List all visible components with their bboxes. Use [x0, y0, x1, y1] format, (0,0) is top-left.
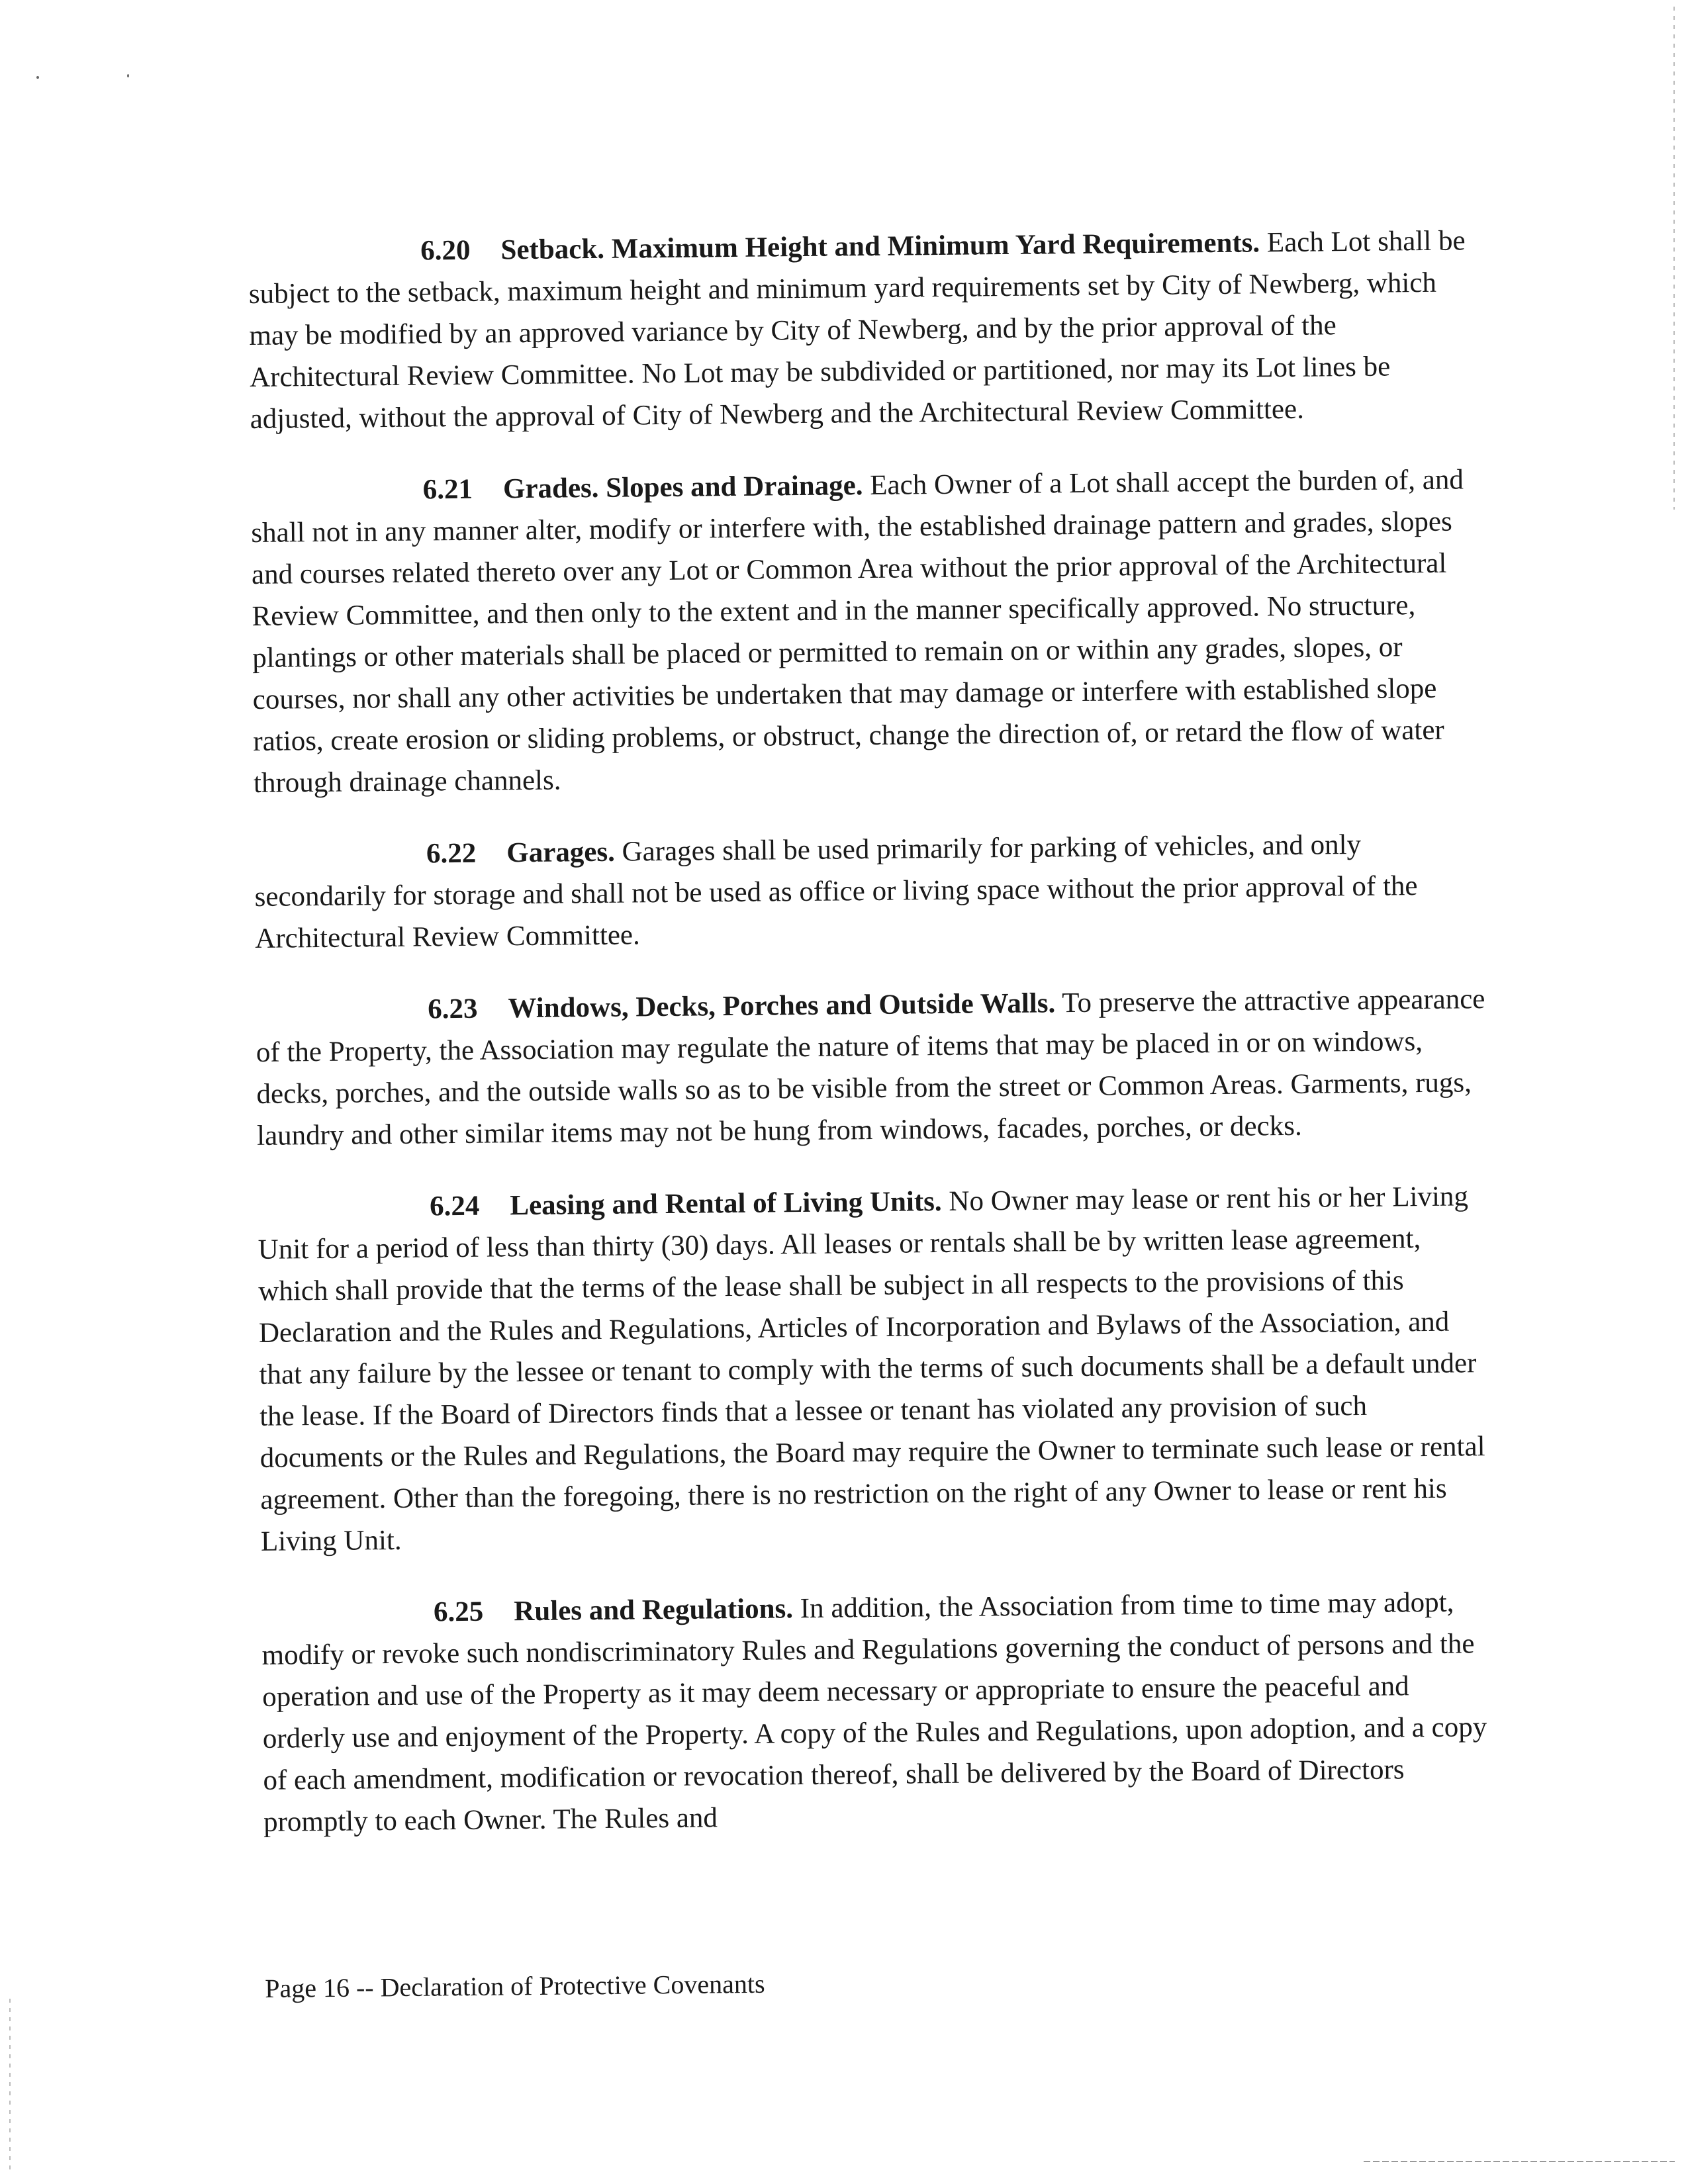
section-number: 6.23 [428, 993, 478, 1025]
scan-speck [36, 76, 39, 79]
section-number: 6.25 [433, 1596, 484, 1628]
section-title: Grades. Slopes and Drainage. [502, 470, 863, 505]
section-body: Each Lot shall be subject to the setback, maximum height and minimum yard requirements set by City of Newberg, which may be modified by an approved variance by City of Newberg, and by the prior approval of the Architectural Review Committee. No Lot may be subdivided or partitioned, nor may its Lot lines be adjusted, without the approval of City of Newberg and the Architectural Review Committee. [248, 225, 1466, 435]
section-6-22 [254, 823, 1487, 960]
section-title: Setback. Maximum Height and Minimum Yard Requirements. [500, 227, 1260, 266]
section-number: 6.22 [426, 837, 477, 870]
section-number: 6.24 [429, 1190, 480, 1222]
scan-speck [127, 74, 129, 77]
section-6-24 [258, 1175, 1492, 1563]
section-title: Rules and Regulations. [514, 1593, 794, 1627]
page-footer: Page 16 -- Declaration of Protective Covenants [265, 1968, 765, 2003]
section-body: To preserve the attractive appearance of the Property, the Association may regulate the nature of items that may be placed in or on windows, decks, porches, and the outside walls so as to be visible from the street or Common Areas. Garments, rugs, laundry and other similar items may not be hung from windows, facades, porches, or decks. [256, 983, 1485, 1152]
scan-edge-artifact [9, 1999, 11, 2171]
section-6-21 [250, 459, 1485, 804]
section-title: Windows, Decks, Porches and Outside Walls. [508, 987, 1056, 1024]
section-body: Each Owner of a Lot shall accept the burden of, and shall not in any manner alter, modify or interfere with, the established drainage pattern and grades, slopes and courses related thereto over any Lot or Common Area without the prior approval of the Architectural Review Committee, and then only to the extent and in the manner specifically approved. No structure, plantings or other materials shall be placed or permitted to remain on or within any grades, slopes, or courses, nor shall any other activities be undertaken that may damage or interfere with established slope ratios, create erosion or sliding problems, or obstruct, change the direction of, or retard the flow of water through drainage channels. [251, 464, 1464, 799]
section-title: Leasing and Rental of Living Units. [510, 1186, 942, 1222]
section-6-23 [256, 978, 1488, 1157]
section-body: In addition, the Association from time to time may adopt, modify or revoke such nondiscriminatory Rules and Regulations governing the conduct of persons and the operation and use of the Property as it may deem necessary or appropriate to ensure the peaceful and orderly use and enjoyment of the Property. A copy of the Rules and Regulations, upon adoption, and a copy of each amendment, modification or revocation thereof, shall be delivered by the Board of Directors promptly to each Owner. The Rules and [261, 1586, 1487, 1838]
section-6-20 [248, 220, 1481, 440]
section-number: 6.20 [420, 234, 471, 267]
scan-edge-artifact [1364, 2161, 1675, 2162]
section-title: Garages. [506, 836, 616, 869]
section-body: Garages shall be used primarily for parking of vehicles, and only secondarily for storage and shall not be used as office or living space without the prior approval of the Architectural Review Committee. [254, 829, 1418, 954]
section-6-25 [261, 1581, 1495, 1843]
section-body: No Owner may lease or rent his or her Living Unit for a period of less than thirty (30) days. All leases or rentals shall be by written lease agreement, which shall provide that the terms of the lease shall be subject in all respects to the provisions of this Declaration and the Rules and Regulations, Articles of Incorporation and Bylaws of the Association, and that any failure by the lessee or tenant to comply with the terms of such documents shall be a default under the lease. If the Board of Directors finds that a lessee or tenant has violated any provision of such documents or the Rules and Regulations, the Board may require the Owner to terminate such lease or rental agreement. Other than the foregoing, there is no restriction on the right of any Owner to lease or rent his Living Unit. [258, 1181, 1485, 1557]
scan-edge-artifact [1673, 7, 1675, 510]
document-body [248, 220, 1495, 1874]
section-number: 6.21 [422, 473, 473, 506]
